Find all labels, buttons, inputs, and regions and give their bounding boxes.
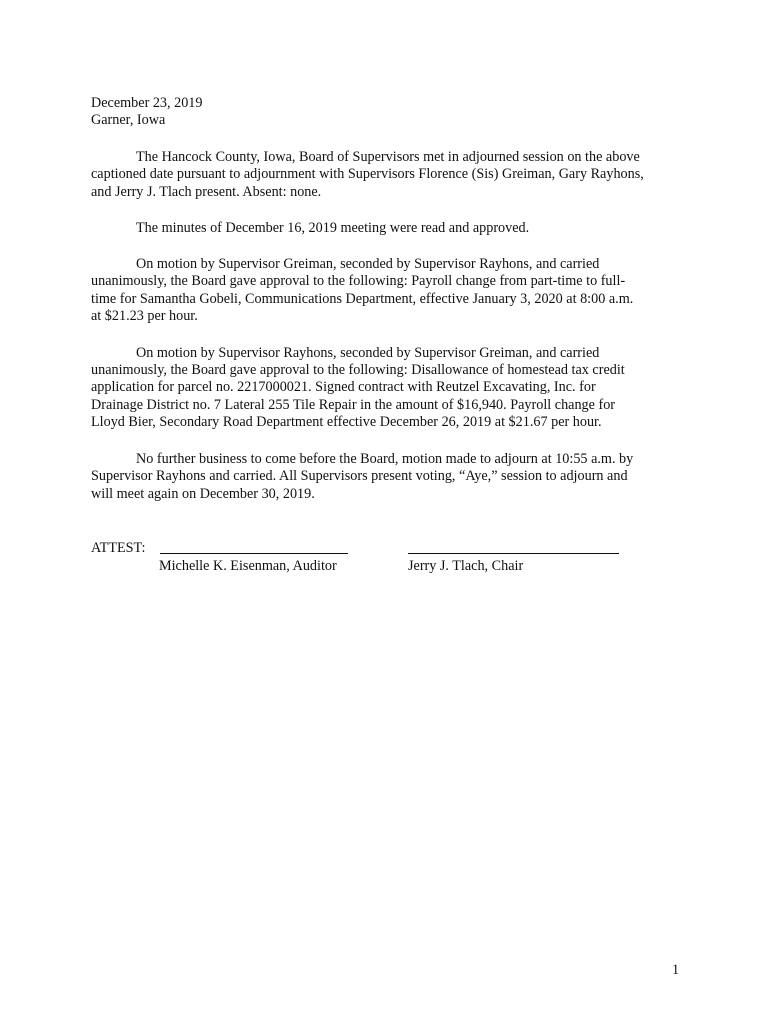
paragraph-5-line-3: will meet again on December 30, 2019. bbox=[91, 486, 315, 502]
paragraph-1-line-1: The Hancock County, Iowa, Board of Supervisors met in adjourned session on the above bbox=[136, 149, 640, 165]
meeting-date: December 23, 2019 bbox=[91, 95, 203, 111]
paragraph-5-line-2: Supervisor Rayhons and carried. All Supervisors present voting, “Aye,” session to adjourn and bbox=[91, 468, 628, 484]
paragraph-4-line-1: On motion by Supervisor Rayhons, seconded by Supervisor Greiman, and carried bbox=[136, 345, 600, 361]
auditor-signature-line bbox=[160, 553, 348, 554]
page-number: 1 bbox=[672, 962, 680, 978]
paragraph-4-line-2: unanimously, the Board gave approval to the following: Disallowance of homestead tax credit bbox=[91, 362, 625, 378]
paragraph-2-line-1: The minutes of December 16, 2019 meeting were read and approved. bbox=[136, 220, 530, 236]
paragraph-1-line-3: and Jerry J. Tlach present. Absent: none. bbox=[91, 184, 322, 200]
paragraph-4-line-5: Lloyd Bier, Secondary Road Department effective December 26, 2019 at $21.67 per hour. bbox=[91, 414, 602, 430]
meeting-place: Garner, Iowa bbox=[91, 112, 166, 128]
paragraph-3-line-3: time for Samantha Gobeli, Communications Department, effective January 3, 2020 at 8:00 a.m. bbox=[91, 291, 634, 307]
paragraph-3-line-1: On motion by Supervisor Greiman, seconded by Supervisor Rayhons, and carried bbox=[136, 256, 600, 272]
chair-name: Jerry J. Tlach, Chair bbox=[408, 558, 524, 574]
paragraph-1-line-2: captioned date pursuant to adjournment with Supervisors Florence (Sis) Greiman, Gary Rayhons, bbox=[91, 166, 644, 182]
paragraph-3-line-4: at $21.23 per hour. bbox=[91, 308, 198, 324]
chair-signature-line bbox=[408, 553, 619, 554]
paragraph-4-line-4: Drainage District no. 7 Lateral 255 Tile Repair in the amount of $16,940. Payroll change for bbox=[91, 397, 616, 413]
attest-label: ATTEST: bbox=[91, 540, 146, 556]
auditor-name: Michelle K. Eisenman, Auditor bbox=[159, 558, 337, 574]
paragraph-3-line-2: unanimously, the Board gave approval to the following: Payroll change from part-time to full- bbox=[91, 273, 626, 289]
paragraph-4-line-3: application for parcel no. 2217000021. Signed contract with Reutzel Excavating, Inc. for bbox=[91, 379, 596, 395]
paragraph-5-line-1: No further business to come before the Board, motion made to adjourn at 10:55 a.m. by bbox=[136, 451, 634, 467]
